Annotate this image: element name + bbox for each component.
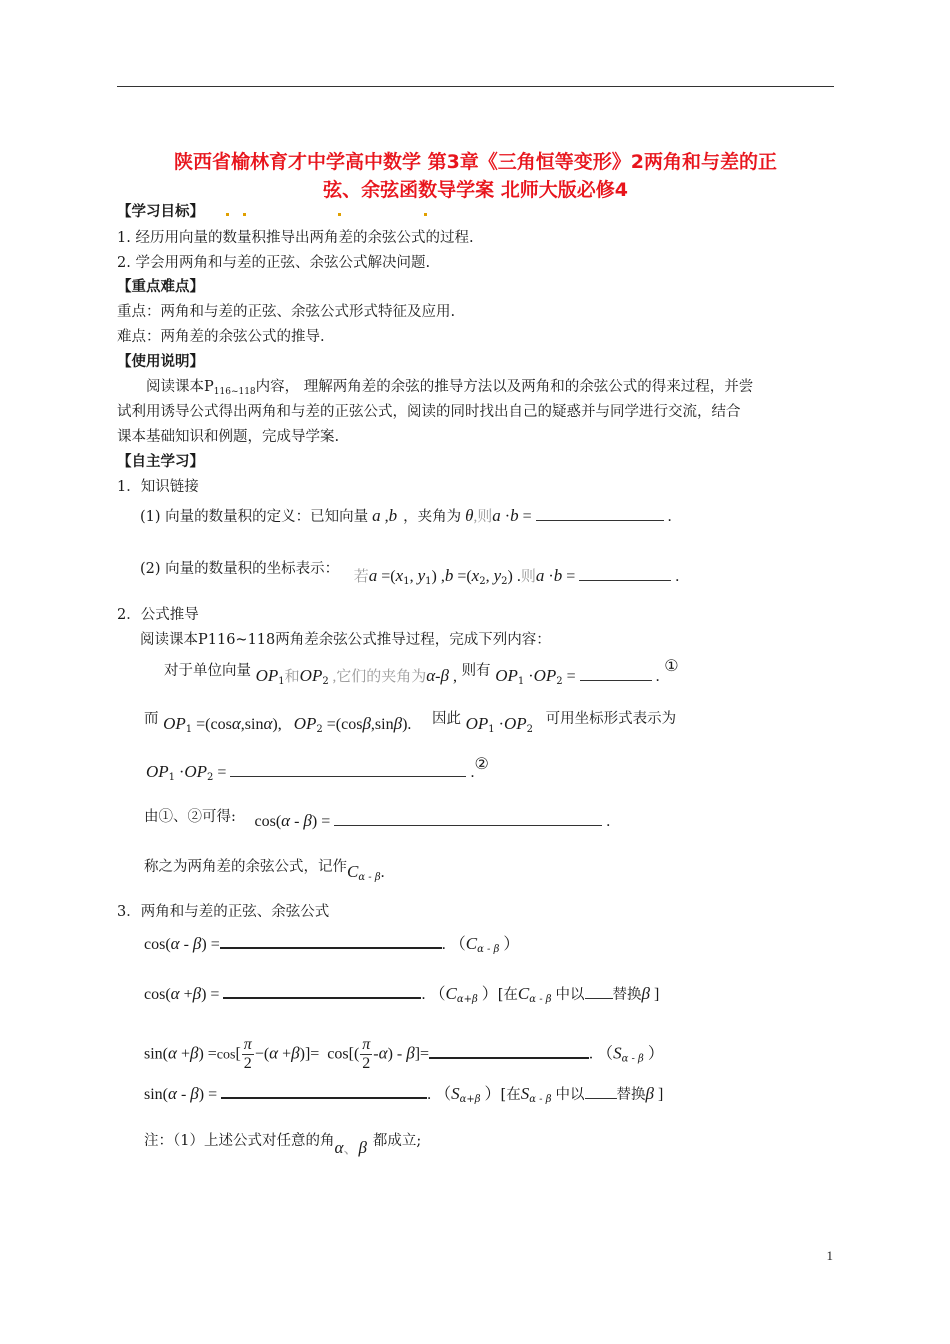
marker-dot [424, 213, 427, 216]
coordinate-form: $OP_1 \cdot OP_2$ = .② [146, 754, 489, 783]
formula-cos-difference: cos(α - β) = . （$C_{\alpha - \beta}$ ） [144, 934, 520, 955]
marker-dot [226, 213, 229, 216]
key-focus: 重点：两角和与差的正弦、余弦公式形式特征及应用. [117, 304, 456, 320]
page-number: 1 [826, 1248, 833, 1263]
usage-paragraph-line1: 阅读课本$P_{116\sim 118}$内容， 理解两角差的余弦的推导方法以及两角和的余弦公式的得来过程，并尝 [146, 379, 754, 397]
doc-title-line2: 弦、余弦函数导学案 北师大版必修4 [323, 179, 628, 201]
formula-sin-difference: sin(α - β) = . （$S_{\alpha+\beta}$ ）[在$S_{\alpha - \beta}$ 中以 替换β ] [144, 1084, 664, 1105]
combine-result: 由①、②可得: cos(α - β) = . [144, 809, 611, 830]
key-heading: 【重点难点】 [117, 279, 204, 295]
marker-dot [338, 213, 341, 216]
usage-paragraph-line3: 课本基础知识和例题，完成导学案. [117, 429, 340, 445]
key-difficulty: 难点：两角差的余弦公式的推导. [117, 329, 325, 345]
section-3-title: 3．两角和与差的正弦、余弦公式 [117, 904, 330, 920]
marker-dot [243, 213, 246, 216]
derivation-intro: 阅读课本P116~118两角差余弦公式推导过程，完成下列内容： [140, 632, 551, 648]
goal-item-1: 1. 经历用向量的数量积推导出两角差的余弦公式的过程. [117, 230, 474, 246]
section-1-title: 1．知识链接 [117, 479, 199, 495]
section-2-title: 2．公式推导 [117, 607, 199, 623]
unit-vector-statement: 对于单位向量 $OP_1$和$OP_2$ ,它们的夹角为α-β , 则有 $OP_1 \cdot OP_2$ = . ① [164, 656, 679, 687]
doc-title-line1: 陕西省榆林育才中学高中数学 第3章《三角恒等变形》2两角和与差的正 [173, 151, 778, 173]
self-study-heading: 【自主学习】 [117, 454, 204, 470]
formula-sin-sum: sin(α +β) =cos[ $\frac{\pi}{2}$ −(α +β)]= cos[( $\frac{\pi}{2}$ -α) - β]= . （$S_{\alpha - \beta}$ ） [144, 1036, 664, 1072]
vector-coordinates: 而 $OP_1 =(\cos\alpha,\sin\alpha)$, $OP_2 =(\cos\beta,\sin\beta)$. 因此 $OP_1 \cdot OP_2$ 可用坐标形式表示为 [144, 711, 677, 735]
dot-product-coordinates: (2) 向量的数量积的坐标表示： 若$a =(x_1$, $y_1$) $,b =(x_2$, $y_2$) .则a ·b = . [140, 561, 680, 587]
goal-item-2: 2. 学会用两角和与差的正弦、余弦公式解决问题. [117, 255, 431, 271]
usage-paragraph-line2: 试利用诱导公式得出两角和与差的正弦公式，阅读的同时找出自己的疑惑并与同学进行交流，结合 [117, 404, 741, 420]
header-rule [117, 86, 834, 87]
usage-heading: 【使用说明】 [117, 354, 204, 370]
formula-cos-sum: cos(α +β) = . （$C_{\alpha+\beta}$ ）[在$C_{\alpha - \beta}$ 中以 替换β ] [144, 984, 660, 1005]
dot-product-definition: (1) 向量的数量积的定义：已知向量 a ,b ，夹角为 θ,则a ·b = . [140, 506, 672, 525]
note-line: 注：（1）上述公式对任意的角α、β 都成立; [144, 1133, 422, 1157]
goals-heading: 【学习目标】 [117, 204, 204, 220]
formula-name: 称之为两角差的余弦公式，记作$C_{\alpha - \beta}$. [144, 859, 385, 883]
